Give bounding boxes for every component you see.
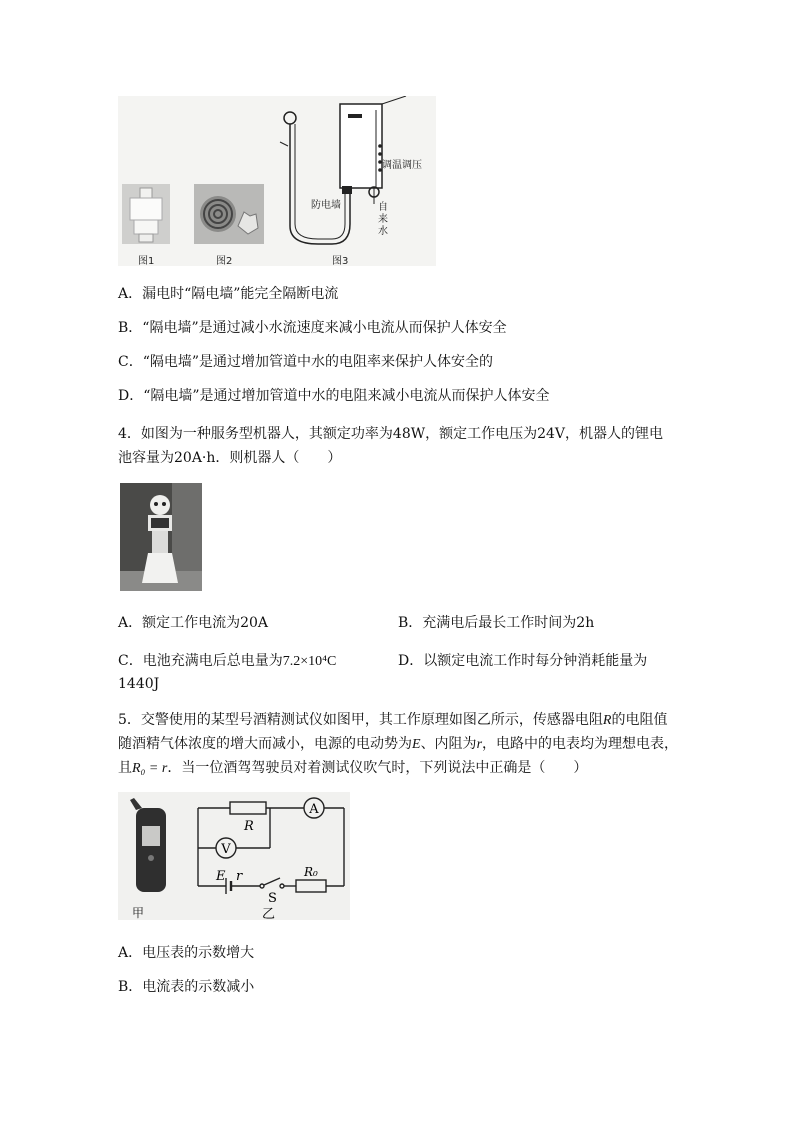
q3-option-b: B．“隔电墙”是通过减小水流速度来减小电流从而保护人体安全 [118, 320, 507, 336]
label-s: S [268, 891, 277, 906]
label-wall: 防电墙 [311, 200, 341, 211]
q4-stem-line1: 4．如图为一种服务型机器人，其额定功率为48W，额定工作电压为24V，机器人的锂电 [118, 426, 664, 442]
q3-option-d: D．“隔电墙”是通过增加管道中水的电阻来减小电流从而保护人体安全 [118, 388, 550, 404]
var-small-r: r [476, 737, 483, 752]
label-r0: R₀ [304, 865, 318, 879]
q5-option-a: A．电压表的示数增大 [118, 945, 255, 961]
q3-option-c: C．“隔电墙”是通过增加管道中水的电阻率来保护人体安全的 [118, 354, 494, 370]
label-small-r: r [236, 869, 243, 884]
label-jia: 甲 [132, 906, 145, 920]
q5-text: 、内阻为 [420, 736, 477, 752]
robot-photo [120, 483, 202, 591]
q5-text: 5．交警使用的某型号酒精测试仪如图甲，其工作原理如图乙所示，传感器电阻 [118, 712, 603, 728]
label-e: E [216, 869, 226, 884]
circuit-diagram [186, 792, 350, 920]
resistor-r [230, 802, 266, 814]
label-yi: 乙 [262, 907, 276, 920]
q4-option-d-line2: 1440J [118, 676, 160, 692]
q4-option-c-prefix: C．电池充满电后总电量为 [118, 653, 283, 669]
label-knob: 调温调压 [382, 160, 422, 171]
q3-option-a: A．漏电时“隔电墙”能完全隔断电流 [118, 286, 339, 302]
figure1-caption: 图1 [138, 256, 155, 267]
q3-figure [118, 96, 436, 266]
var-r: R [602, 713, 612, 728]
label-water: 自来水 [378, 202, 388, 237]
q4-option-c-value: 7.2×10⁴C [282, 654, 337, 669]
figure2-caption: 图2 [216, 256, 233, 267]
voltmeter-label: V [221, 842, 231, 857]
breathalyzer-photo [122, 796, 176, 896]
label-r: R [244, 819, 254, 834]
q5-option-b: B．电流表的示数减小 [118, 979, 255, 995]
q4-option-c [118, 651, 336, 672]
q5-text: ，电路中的电表均为理想电表， [482, 736, 679, 752]
figure3-heater-diagram [278, 96, 436, 256]
figure1-photo [122, 184, 170, 244]
q5-text: 的电阻值 [611, 712, 668, 728]
q4-option-b: B．充满电后最长工作时间为2h [398, 615, 595, 631]
q5-stem-line3 [118, 758, 587, 779]
q5-text: 且 [118, 760, 132, 776]
switch-s [264, 878, 280, 885]
q5-text: ．当一位酒驾驾驶员对着测试仪吹气时，下列说法中正确是（ ） [167, 760, 588, 776]
equation-r0-eq-r: R₀ = r [132, 761, 168, 776]
q5-stem-line2 [118, 734, 678, 755]
figure2-photo [194, 184, 264, 244]
q4-stem-line2: 池容量为20A·h．则机器人（ ） [118, 450, 342, 466]
q4-option-a: A．额定工作电流为20A [118, 615, 269, 631]
q5-figure [118, 792, 350, 920]
q5-stem-line1 [118, 710, 667, 731]
ammeter-label: A [309, 802, 319, 817]
var-e: E [412, 737, 421, 752]
q5-text: 随酒精气体浓度的增大而减小，电源的电动势为 [118, 736, 412, 752]
resistor-r0 [296, 880, 326, 892]
figure3-caption: 图3 [332, 256, 349, 267]
q4-option-d-line1: D．以额定电流工作时每分钟消耗能量为 [398, 653, 648, 669]
